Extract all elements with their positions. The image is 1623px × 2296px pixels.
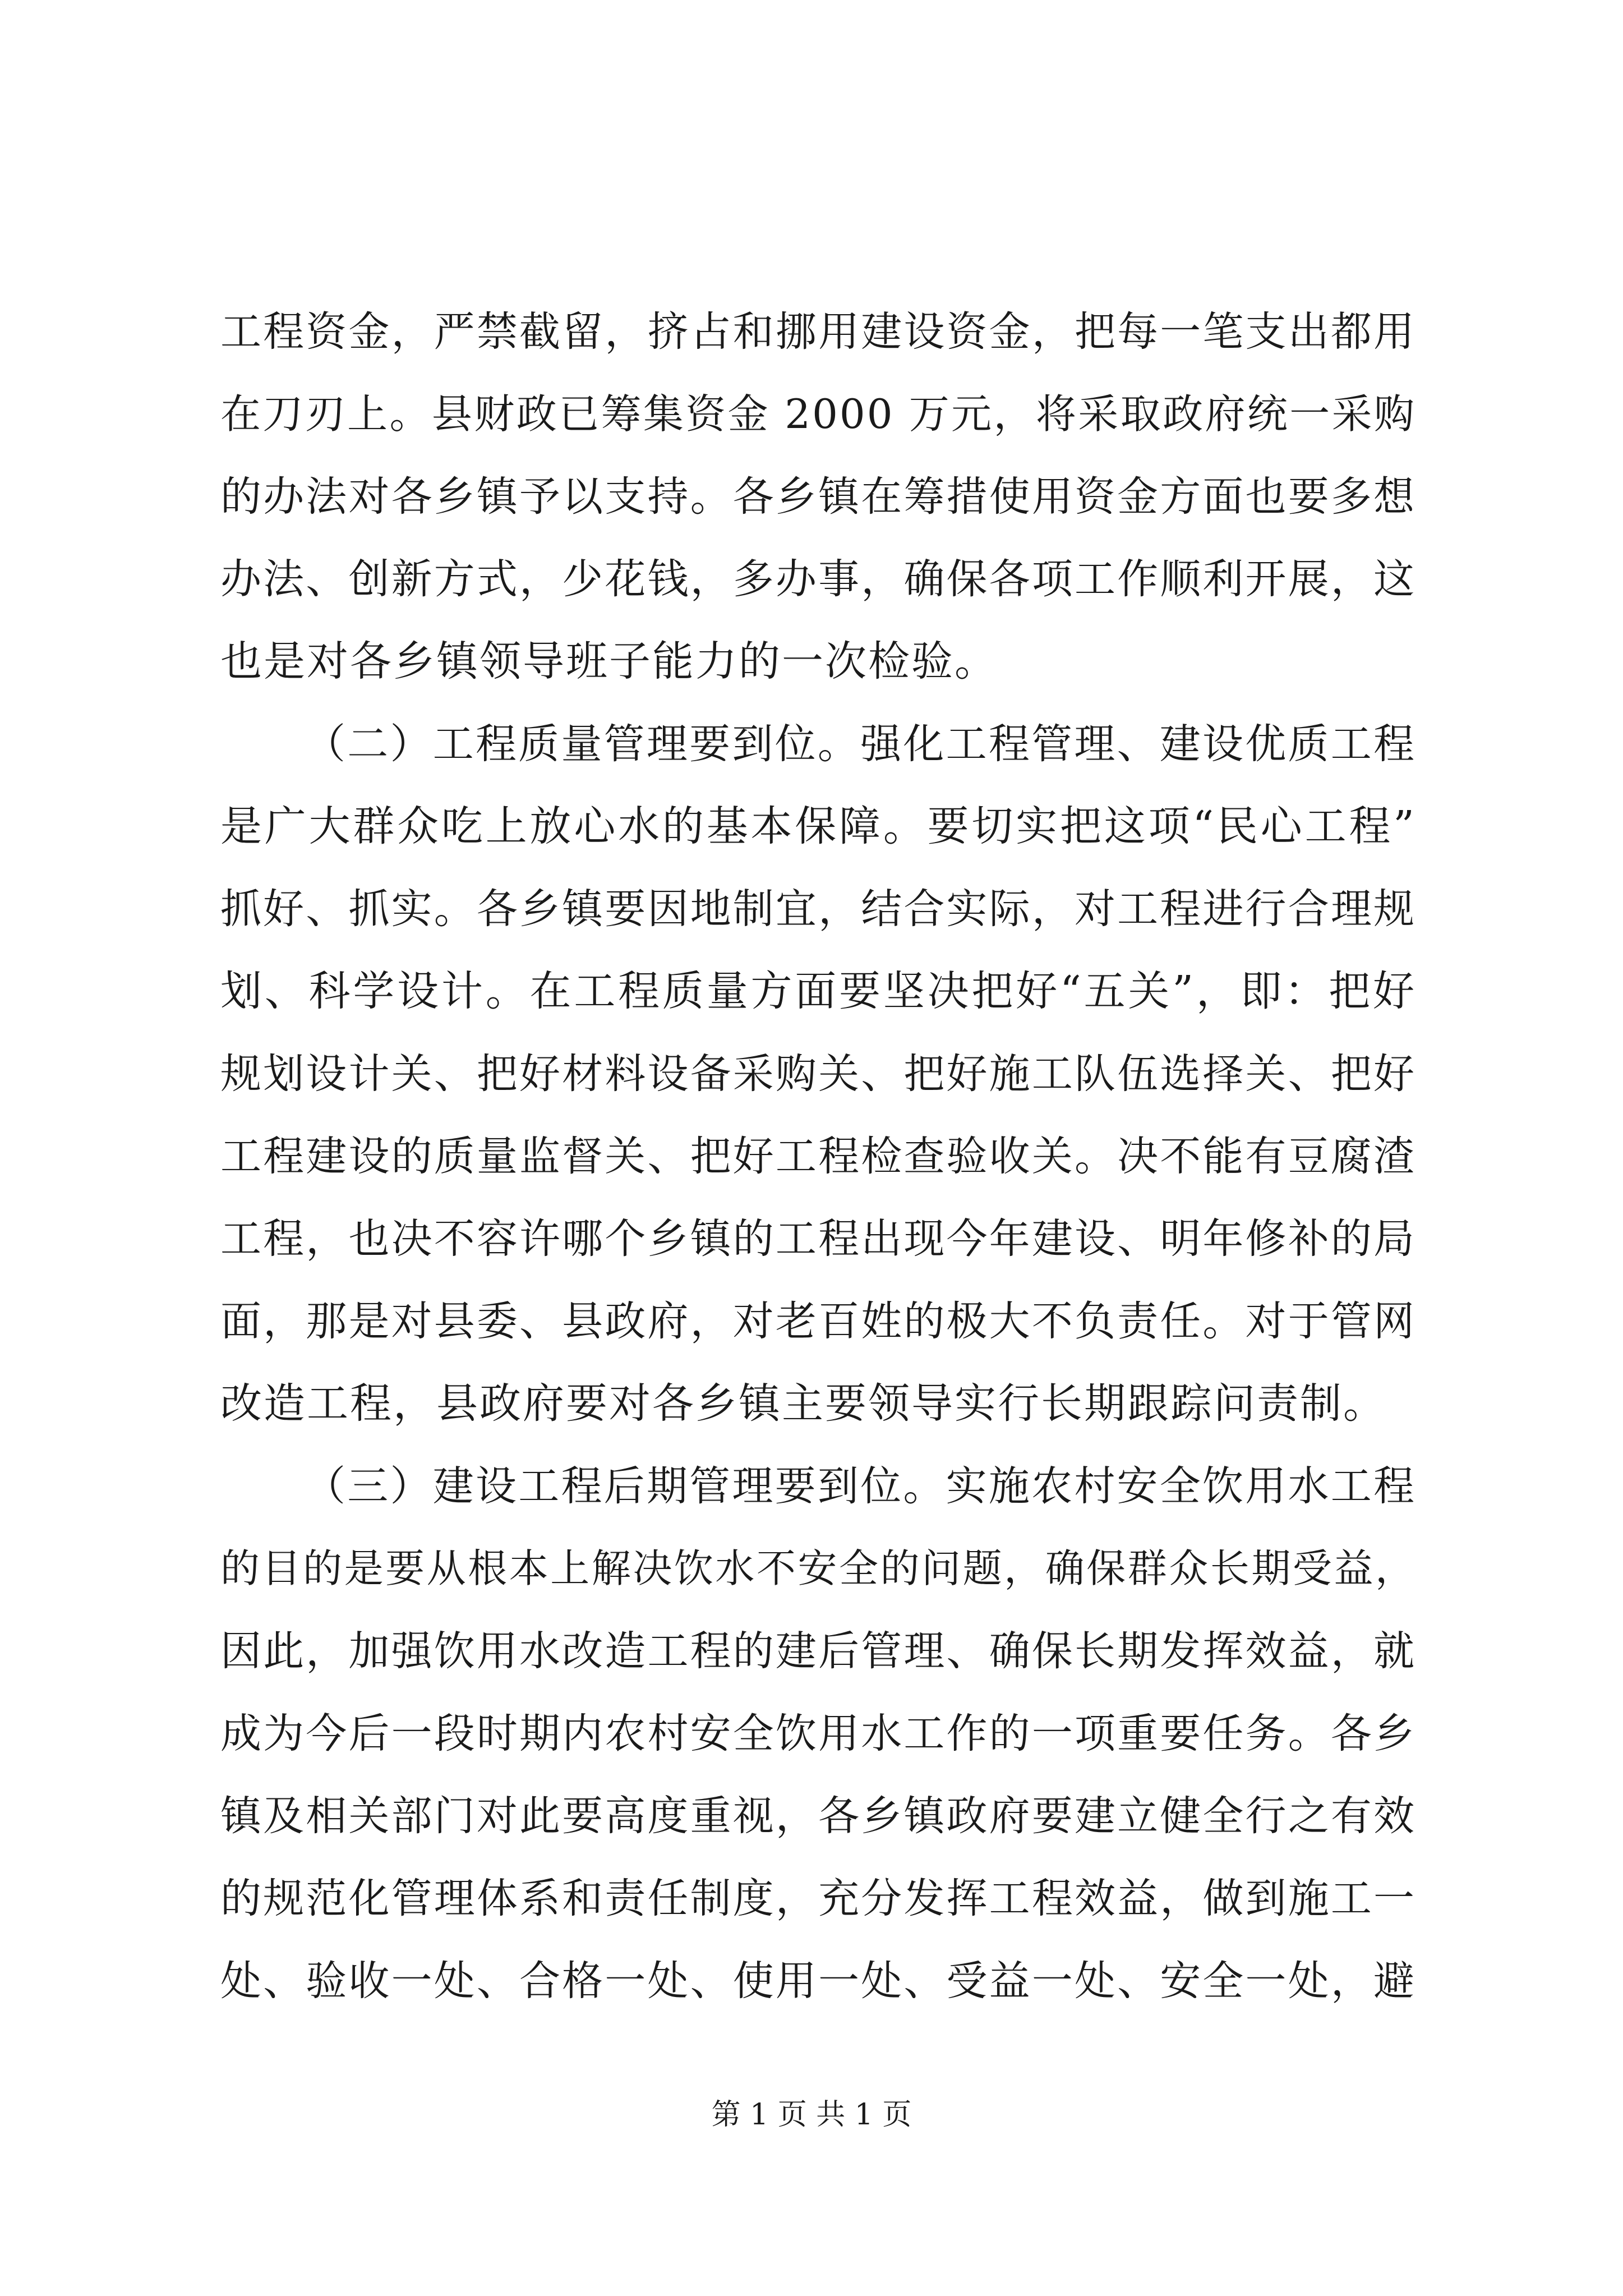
text-line: 规划设计关、把好材料设备采购关、把好施工队伍选择关、把好 [220, 1050, 1416, 1098]
text-line: 工程建设的质量监督关、把好工程检查验收关。决不能有豆腐渣 [220, 1133, 1416, 1180]
text-line: 面，那是对县委、县政府，对老百姓的极大不负责任。对于管网 [220, 1297, 1416, 1345]
text-line: 镇及相关部门对此要高度重视，各乡镇政府要建立健全行之有效 [220, 1792, 1416, 1840]
text-line: （三）建设工程后期管理要到位。实施农村安全饮用水工程 [305, 1462, 1416, 1510]
text-line: 是广大群众吃上放心水的基本保障。要切实把这项“民心工程” [220, 802, 1416, 850]
text-line: 成为今后一段时期内农村安全饮用水工作的一项重要任务。各乡 [220, 1710, 1416, 1757]
page-number-footer: 第 1 页 共 1 页 [711, 2098, 912, 2132]
text-line: 的目的是要从根本上解决饮水不安全的问题，确保群众长期受益， [220, 1545, 1416, 1591]
text-line: 在刀刃上。县财政已筹集资金 2000 万元，将采取政府统一采购 [220, 390, 1416, 438]
text-line: 的办法对各乡镇予以支持。各乡镇在筹措使用资金方面也要多想 [220, 473, 1416, 521]
text-line: 也是对各乡镇领导班子能力的一次检验。 [220, 637, 998, 685]
paragraph [220, 291, 1416, 703]
text-line: 改造工程，县政府要对各乡镇主要领导实行长期跟踪问责制。 [220, 1379, 1386, 1428]
text-line: （二）工程质量管理要到位。强化工程管理、建设优质工程 [305, 720, 1416, 768]
text-line: 办法、创新方式，少花钱，多办事，确保各项工作顺利开展，这 [220, 555, 1416, 603]
text-line: 处、验收一处、合格一处、使用一处、受益一处、安全一处，避 [220, 1957, 1416, 2005]
document-body [220, 291, 1416, 2022]
text-line: 工程资金，严禁截留，挤占和挪用建设资金，把每一笔支出都用 [220, 308, 1416, 356]
text-line: 抓好、抓实。各乡镇要因地制宜，结合实际，对工程进行合理规 [220, 885, 1416, 933]
paragraph [220, 703, 1416, 1445]
text-line: 的规范化管理体系和责任制度，充分发挥工程效益，做到施工一 [220, 1875, 1416, 1922]
text-line: 因此，加强饮用水改造工程的建后管理、确保长期发挥效益，就 [220, 1627, 1416, 1675]
paragraph [220, 1445, 1416, 2022]
text-line: 划、科学设计。在工程质量方面要坚决把好“五关”，即：把好 [220, 967, 1416, 1015]
text-line: 工程，也决不容许哪个乡镇的工程出现今年建设、明年修补的局 [220, 1215, 1416, 1263]
